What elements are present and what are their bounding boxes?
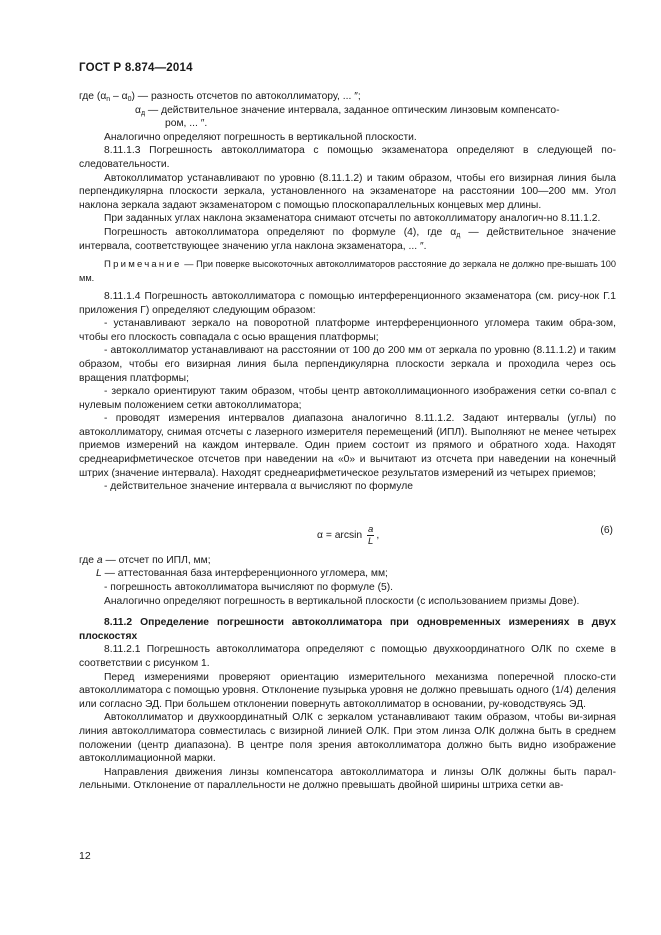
note: Примечание — При поверке высокоточных автоколлиматоров расстояние до зеркала не должно пре-вышать 100 мм. [79, 259, 616, 283]
paragraph: 8.11.1.4 Погрешность автоколлиматора с помощью интерференционного экзаменатора (см. рису-нок Г.1 приложения Г) определяют следующим образом: [79, 290, 616, 316]
paragraph: Аналогично определяют погрешность в вертикальной плоскости. [104, 131, 417, 143]
paragraph: Перед измерениями проверяют ориентацию измерительного механизма поперечной плоско-сти автоколлиматора с помощью уровня. Отклонение пузырька уровня не должно превышать одного (1/4) деления или согласно ЭД. При большем отклонении повернуть автоколлиматор в основании, ру-ководствуясь ЭД. [79, 671, 616, 710]
formula-number: (6) [600, 524, 613, 536]
list-item: - проводят измерения интервалов диапазона аналогично 8.11.1.2. Задают интервалы (углы) по автоколлиматору, снимая отсчеты с лазерного измерителя перемещений (ИПЛ). Выполняют не менее четырех приемов измерений на каждом интервале. Один прием состоит из прямого и обратного хода. Находят среднеарифметическое отсчетов при наведении на «0» и вычитают из отсчета при наведении на конечный штрих (значение интервала). Находят среднеарифметическое результатов измерений из четырех приемов; [79, 413, 616, 479]
alpha-definition-cont: ром, ... ″. [165, 118, 208, 130]
section-heading: 8.11.2 Определение погрешности автоколлиматора при одновременных измерениях в двух плоскостях [79, 617, 616, 642]
where-a: где a — отсчет по ИПЛ, мм; [79, 554, 211, 566]
paragraph: 8.11.2.1 Погрешность автоколлиматора определяют с помощью двухкоординатного ОЛК по схеме в соответствии с рисунком 1. [79, 644, 616, 669]
paragraph: Направления движения линзы компенсатора автоколлиматора и линзы ОЛК должны быть парал-лельными. Отклонение от параллельности не должно превышать двойной ширины штриха сетки ав- [79, 766, 616, 792]
alpha-definition: $\alpha_д$ — действительное значение интервала, заданное оптическим линзовым компенсато- [135, 104, 560, 117]
list-item: - устанавливают зеркало на поворотной платформе интерференционного угломера таким обра-зом, чтобы его плоскость совпадала с осью вращения платформы; [79, 318, 616, 343]
paragraph: Аналогично определяют погрешность в вертикальной плоскости (с использованием призмы Дове). [104, 595, 580, 607]
standard-header: ГОСТ Р 8.874—2014 [79, 62, 193, 74]
list-item: - действительное значение интервала α вычисляют по формуле [104, 481, 413, 493]
where-line: где $(\alpha_n - \alpha_0)$ — разность отсчетов по автоколлиматору, ... ″; [79, 91, 361, 103]
paragraph: 8.11.1.3 Погрешность автоколлиматора с помощью экзаменатора определяют в следующей по-следовательности. [79, 145, 616, 170]
list-item: - зеркало ориентируют таким образом, чтобы центр автоколлимационного изображения сетки со-впал с нулевым положением сетки автоколлиматора; [79, 386, 616, 411]
fraction: $\frac{a}{L}$ [368, 523, 374, 547]
list-item: - автоколлиматор устанавливают на расстоянии от 100 до 200 мм от зеркала по уровню (8.11.1.2) и таким образом, чтобы его визирная линия была перпендикулярна плоскости зеркала и проходила через ось вращения платформы; [79, 345, 616, 384]
formula-expression: α = arcsin $\frac{a}{L}$ , [317, 523, 380, 547]
where-L: L — аттестованная база интерференционного угломера, мм; [96, 568, 388, 580]
formula-6 [79, 516, 616, 554]
paragraph: Автоколлиматор и двухкоординатный ОЛК с зеркалом устанавливают таким образом, чтобы ви-зирная линия автоколлиматора совместилась с визирной линией ОЛК. При этом линза ОЛК должна быть в среднем положении (центр диапазона). В центре поля зрения автоколлиматора должно быть видно изображение автоколлимационной марки. [79, 712, 616, 765]
body-text [79, 90, 616, 793]
list-item: - погрешность автоколлиматора вычисляют по формуле (5). [104, 582, 394, 594]
note-label: Примечание [104, 259, 182, 271]
page-number: 12 [79, 850, 91, 862]
paragraph: Погрешность автоколлиматора определяют по формуле (4), где $\alpha_д$ — действительное значение интервала, соответствующее значению угла наклона экзаменатора, ... ″. [79, 226, 616, 252]
paragraph: Автоколлиматор устанавливают по уровню (8.11.1.2) и таким образом, чтобы его визирная линия была перпендикулярна плоскости зеркала, установленного на экзаменаторе на расстоянии 100—200 мм. Угол наклона зеркала задают экзаменатором с помощью плоскопараллельных концевых мер длины. [79, 172, 616, 211]
paragraph: При заданных углах наклона экзаменатора снимают отсчеты по автоколлиматору аналогич-но 8.11.1.2. [104, 213, 601, 225]
